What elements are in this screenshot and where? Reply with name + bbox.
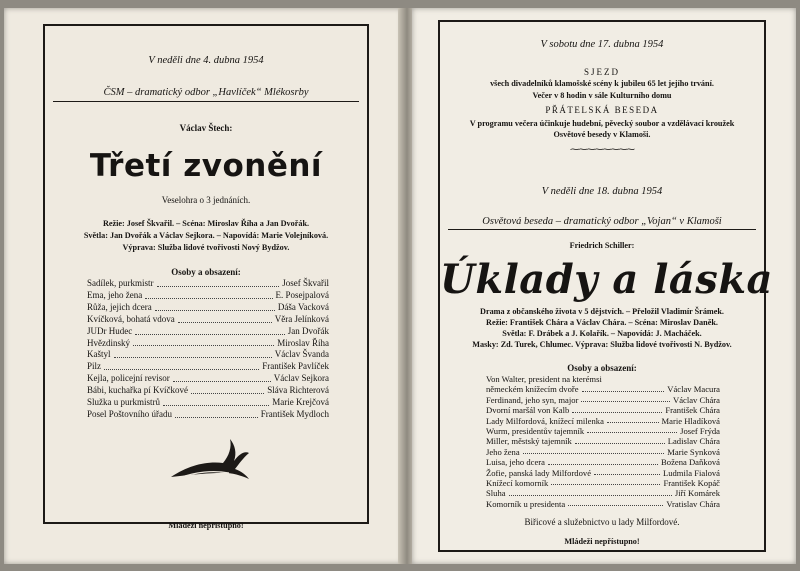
left-frame [43, 24, 369, 530]
leader-dots [594, 474, 660, 475]
cast-row [87, 302, 329, 314]
cast-row [87, 373, 329, 385]
cast-actor: Josef Škvařil [282, 278, 329, 288]
cast-actor: Václav Sejkora [273, 373, 329, 384]
cast-actor: Jiří Komárek [674, 488, 720, 499]
left-author: Václav Štech: [179, 123, 233, 133]
leader-dots [133, 345, 274, 346]
right-company: Osvětová beseda – dramatický odbor „Vojan“ v Klamoši [482, 216, 722, 227]
cast-row [87, 397, 329, 409]
cast-actor: František Mydloch [260, 408, 329, 419]
leader-dots [173, 381, 271, 382]
left-credit-line: Světla: Jan Dvořák a Václav Sejkora. – Napovídá: Marie Volejníková. [83, 231, 329, 240]
cast-role: Dvorní maršál von Kalb [486, 405, 570, 416]
cast-row [87, 326, 329, 338]
right-play-title: Úklady a láska [440, 256, 773, 303]
cast-role: Kvíčková, bohatá vdova [87, 313, 175, 324]
left-cast-list [87, 278, 329, 421]
right-cast-list [486, 374, 720, 509]
cast-actor: Věra Jelínková [274, 313, 329, 324]
cast-actor: František Chára [665, 405, 720, 416]
swallow-ornament [169, 434, 251, 482]
cast-actor: Ladislav Chára [667, 436, 720, 447]
cast-actor: Václav Macura [667, 384, 720, 395]
right-date-saturday: V sobotu dne 17. dubna 1954 [540, 39, 664, 50]
cast-role: Luisa, jeho dcera [486, 457, 545, 468]
leader-dots [587, 432, 677, 433]
cast-row [486, 416, 720, 426]
leader-dots [572, 412, 662, 413]
leader-dots [175, 417, 258, 418]
right-credit-line: Masky: Zd. Turek, Chlumec. Výprava: Služba lidové tvořivosti N. Bydžov. [472, 340, 732, 349]
cast-role: Bábi, kuchařka pí Kvíčkové [87, 385, 188, 396]
cast-role: Kejla, policejní revisor [87, 373, 170, 384]
cast-role: Komorník u presidenta [486, 498, 566, 509]
right-author: Friedrich Schiller: [569, 241, 635, 250]
cast-role: Žofie, panská lady Milfordové [486, 467, 592, 478]
congress-line: Večer v 8 hodin v sále Kulturního domu [532, 91, 672, 100]
leader-dots [191, 393, 264, 394]
cast-row [486, 436, 720, 446]
cast-role: Kaštyl [87, 349, 111, 360]
cast-actor: Dáša Vacková [277, 301, 329, 312]
cast-role: Posel Poštovního úřadu [87, 408, 173, 419]
left-program-page [4, 8, 402, 564]
friendly-evening-line: V programu večera účinkuje hudební, pěvecký soubor a vzdělávací kroužek [469, 119, 735, 128]
leader-dots [178, 322, 272, 323]
leader-dots [551, 484, 660, 485]
cast-role: Růža, jejich dcera [87, 301, 152, 312]
cast-actor: Miroslav Říha [277, 337, 329, 348]
cast-actor: František Pavlíček [262, 361, 329, 372]
cast-role: Pilz [87, 361, 102, 372]
cast-row [486, 374, 720, 384]
left-footer: Mládeži nepřístupno! [168, 521, 244, 530]
cast-role: Služka u purkmistrů [87, 397, 160, 408]
cast-row [486, 499, 720, 509]
cast-actor: Sláva Richterová [267, 385, 329, 396]
cast-row [87, 385, 329, 397]
friendly-evening-heading: PŘÁTELSKÁ BESEDA [545, 105, 659, 115]
cast-row [486, 405, 720, 415]
cast-actor: Božena Daňková [661, 457, 720, 468]
cast-row [486, 478, 720, 488]
cast-role: Jeho žena [486, 446, 520, 457]
cast-row [87, 361, 329, 373]
cast-role: Sadílek, purkmistr [87, 278, 154, 288]
cast-row [87, 290, 329, 302]
leader-dots [509, 495, 672, 496]
right-program-page [412, 8, 796, 564]
congress-heading: SJEZD [583, 67, 620, 77]
cast-role: Ema, jeho žena [87, 289, 143, 300]
right-cast-heading: Osoby a obsazení: [567, 363, 637, 373]
cast-role: Ferdinand, jeho syn, major [486, 394, 579, 405]
cast-actor: Marie Hladíková [661, 415, 720, 426]
cast-actor: Marie Synková [667, 446, 720, 457]
cast-actor: Marie Krejčová [272, 397, 329, 408]
cast-actor: Václav Chára [672, 394, 720, 405]
wave-ornament: ⁓⁓⁓⁓⁓⁓⁓⁓ [570, 144, 634, 154]
cast-actor: Václav Švanda [274, 349, 329, 360]
cast-row [486, 384, 720, 394]
left-credit-line: Výprava: Služba lidové tvořivosti Nový Bydžov. [122, 243, 290, 252]
cast-row [87, 349, 329, 361]
left-cast-heading: Osoby a obsazení: [171, 267, 241, 277]
cast-role: JUDr Hudec [87, 325, 133, 336]
left-genre: Veselohra o 3 jednáních. [161, 195, 251, 205]
cast-row [87, 338, 329, 350]
leader-dots [114, 357, 272, 358]
right-frame [438, 20, 773, 552]
congress-line: všech divadelníků klamošské scény k jubileu 65 let jejího trvání. [490, 79, 714, 88]
leader-dots [157, 286, 280, 287]
leader-dots [155, 310, 275, 311]
right-credit-line: Drama z občanského života v 5 dějstvích. – Přeložil Vladimír Šrámek. [480, 307, 724, 316]
cast-row [486, 488, 720, 498]
extras-line: Biřicové a služebnictvo u lady Milfordové. [524, 517, 680, 527]
left-play-title: Třetí zvonění [89, 148, 323, 184]
cast-row [87, 278, 329, 290]
cast-role: Knížecí komorník [486, 478, 549, 489]
cast-actor: František Kopáč [663, 478, 720, 489]
cast-row [87, 314, 329, 326]
leader-dots [145, 298, 272, 299]
leader-dots [163, 405, 269, 406]
right-date-sunday: V neděli dne 18. dubna 1954 [541, 186, 663, 197]
leader-dots [523, 453, 665, 454]
leader-dots [568, 505, 663, 506]
cast-row [486, 447, 720, 457]
cast-role: Hvězdinský [87, 337, 130, 348]
leader-dots [135, 334, 285, 335]
cast-role: německém knížecím dvoře [486, 384, 579, 395]
cast-role: Miller, městský tajemník [486, 436, 572, 447]
right-credit-line: Režie: František Chára a Václav Chára. – Scéna: Miroslav Daněk. [486, 318, 718, 327]
friendly-evening-line: Osvětové besedy v Klamoši. [553, 130, 651, 139]
leader-dots [582, 391, 665, 392]
cast-actor: Vratislav Chára [666, 498, 720, 509]
right-credit-line: Světla: F. Drábek a J. Kolařík. – Napovídá: J. Macháček. [502, 329, 702, 338]
leader-dots [104, 369, 259, 370]
cast-row [486, 426, 720, 436]
cast-row [486, 395, 720, 405]
cast-role: Lady Milfordová, knížecí milenka [486, 415, 604, 426]
cast-role: Von Walter, president na kterémsi [486, 374, 602, 384]
cast-row [486, 457, 720, 467]
leader-dots [548, 464, 658, 465]
left-divider [53, 101, 359, 102]
cast-row [87, 409, 329, 421]
cast-row [486, 468, 720, 478]
cast-actor: E. Posejpalová [275, 289, 329, 300]
left-credit-line: Režie: Josef Škvařil. – Scéna: Miroslav Říha a Jan Dvořák. [102, 219, 310, 228]
right-divider [448, 229, 756, 230]
leader-dots [607, 422, 659, 423]
left-date: V neděli dne 4. dubna 1954 [148, 55, 264, 66]
leader-dots [575, 443, 665, 444]
cast-actor: Ludmila Fialová [662, 467, 720, 478]
right-footer: Mládeži nepřístupno! [564, 537, 640, 546]
cast-role: Wurm, presidentův tajemník [486, 426, 585, 437]
leader-dots [581, 401, 670, 402]
left-company: ČSM – dramatický odbor „Havlíček“ Mlékosrby [103, 87, 309, 98]
cast-role: Sluha [486, 488, 506, 499]
cast-actor: Jan Dvořák [287, 325, 329, 336]
cast-actor: Josef Frýda [680, 426, 720, 437]
